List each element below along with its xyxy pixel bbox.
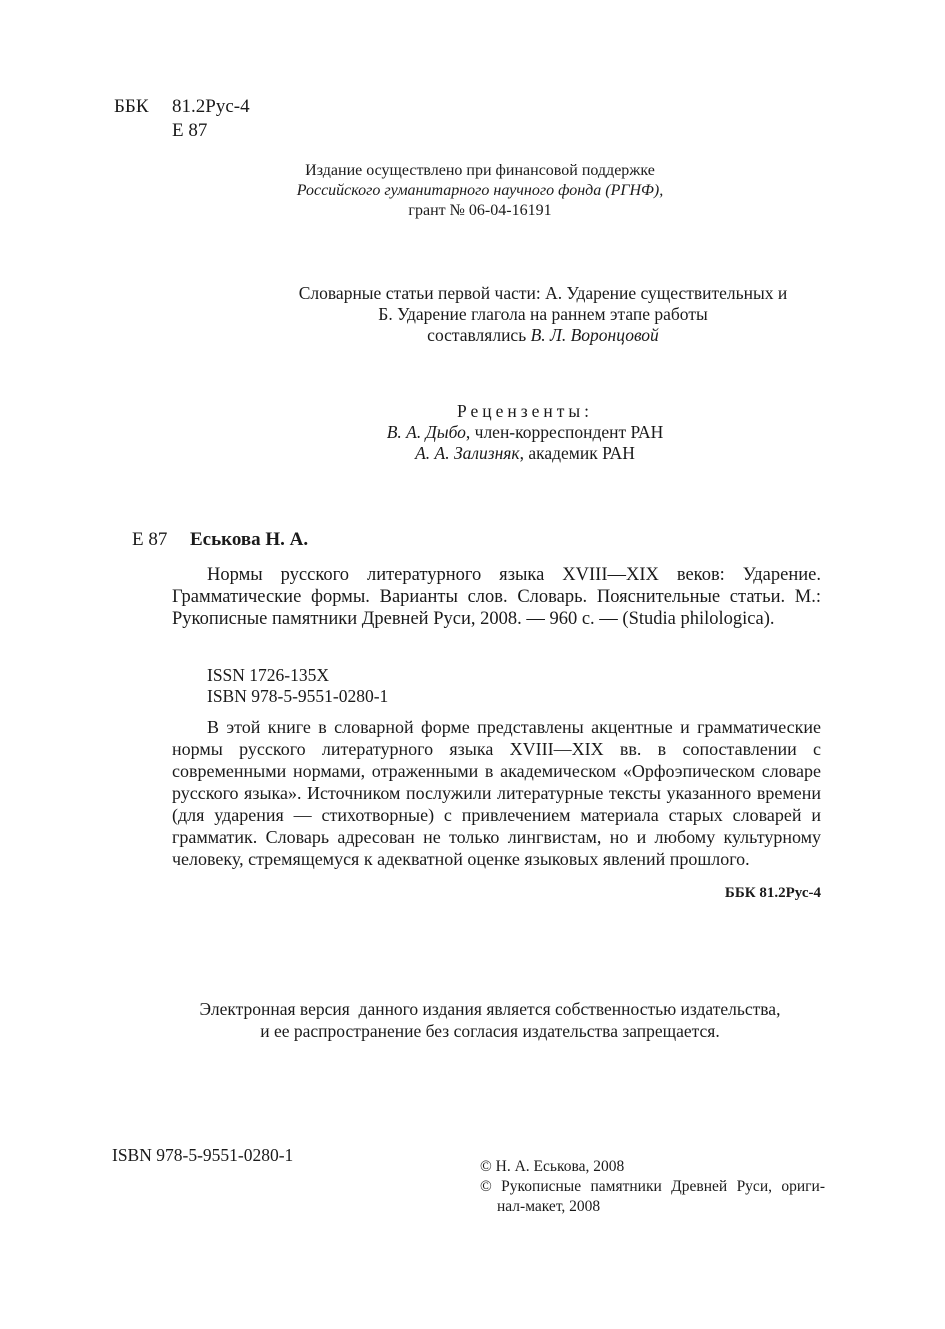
funding-line-1: Издание осуществлено при финансовой поддержке	[305, 162, 655, 179]
reviewers-block	[240, 401, 810, 464]
bbk-label: ББК	[114, 96, 149, 117]
electronic-version-notice	[150, 998, 830, 1042]
bbk-row	[114, 95, 250, 119]
reviewer-2	[240, 443, 810, 464]
compilers-line-1: Словарные статьи первой части: А. Ударение существительных и	[298, 283, 788, 303]
issn: ISSN 1726-135X	[207, 665, 330, 685]
funding-note	[200, 161, 760, 221]
copyright-block	[480, 1157, 825, 1217]
reviewer-1	[240, 422, 810, 443]
author-code-row	[114, 119, 250, 143]
notice-line-2: и ее распространение без согласия издательства запрещается.	[260, 1021, 720, 1041]
copyright-publisher-cont: нал-макет, 2008	[497, 1198, 601, 1215]
funding-line-3: грант № 06-04-16191	[408, 202, 552, 219]
funding-line-2: Российского гуманитарного научного фонда (РГНФ),	[296, 182, 664, 199]
reviewer-role: , член-корреспондент РАН	[465, 422, 664, 442]
compiler-name: В. Л. Воронцовой	[530, 325, 659, 345]
notice-line-1: Электронная версия данного издания является собственностью издательства,	[199, 999, 781, 1019]
compilers-line-2: Б. Ударение глагола на раннем этапе работы	[378, 304, 708, 324]
copyright-author: © Н. А. Еськова, 2008	[480, 1158, 625, 1175]
annotation: В этой книге в словарной форме представлены акцентные и грамматические нормы русского литературного языка XVIII—XIX вв. в сопоставлении с современными нормами, отраженными в академическом «Орфоэпическом словаре русского языка». Источником послужили литературные тексты указанного времени (для ударения — стихотворные) с привлечением материала старых словарей и грамматик. Словарь адресован не только лингвистам, но и любому культурному человеку, стремящемуся к адекватной оценке языковых явлений прошлого.	[172, 717, 821, 869]
bbk-footer: ББК 81.2Рус-4	[724, 885, 821, 901]
reviewer-name: А. А. Зализняк	[415, 443, 520, 463]
compilers-prefix: составлялись	[427, 325, 527, 345]
bbk-header	[114, 95, 250, 143]
isbn-bottom: ISBN 978-5-9551-0280-1	[112, 1145, 294, 1165]
compilers-line-3	[238, 325, 848, 346]
author-code: Е 87	[172, 120, 208, 141]
compilers-note	[238, 283, 848, 346]
reviewers-title: Рецензенты:	[456, 401, 594, 421]
book-description: Нормы русского литературного языка XVIII—XIX веков: Ударение. Грамматические формы. Варианты слов. Словарь. Пояснительные статьи. М.: Рукописные памятники Древней Руси, 2008. — 960 с. — (Studia philologica).	[172, 565, 821, 629]
reviewer-name: В. А. Дыбо	[386, 422, 466, 442]
copyright-publisher: © Рукописные памятники Древней Руси, ориги-	[480, 1178, 825, 1195]
record-code: Е 87	[132, 529, 168, 550]
bbk-code: 81.2Рус-4	[172, 96, 250, 117]
identifiers-block	[207, 665, 388, 707]
isbn: ISBN 978-5-9551-0280-1	[207, 686, 389, 706]
reviewer-role: , академик РАН	[519, 443, 635, 463]
record-author: Еськова Н. А.	[190, 529, 309, 550]
